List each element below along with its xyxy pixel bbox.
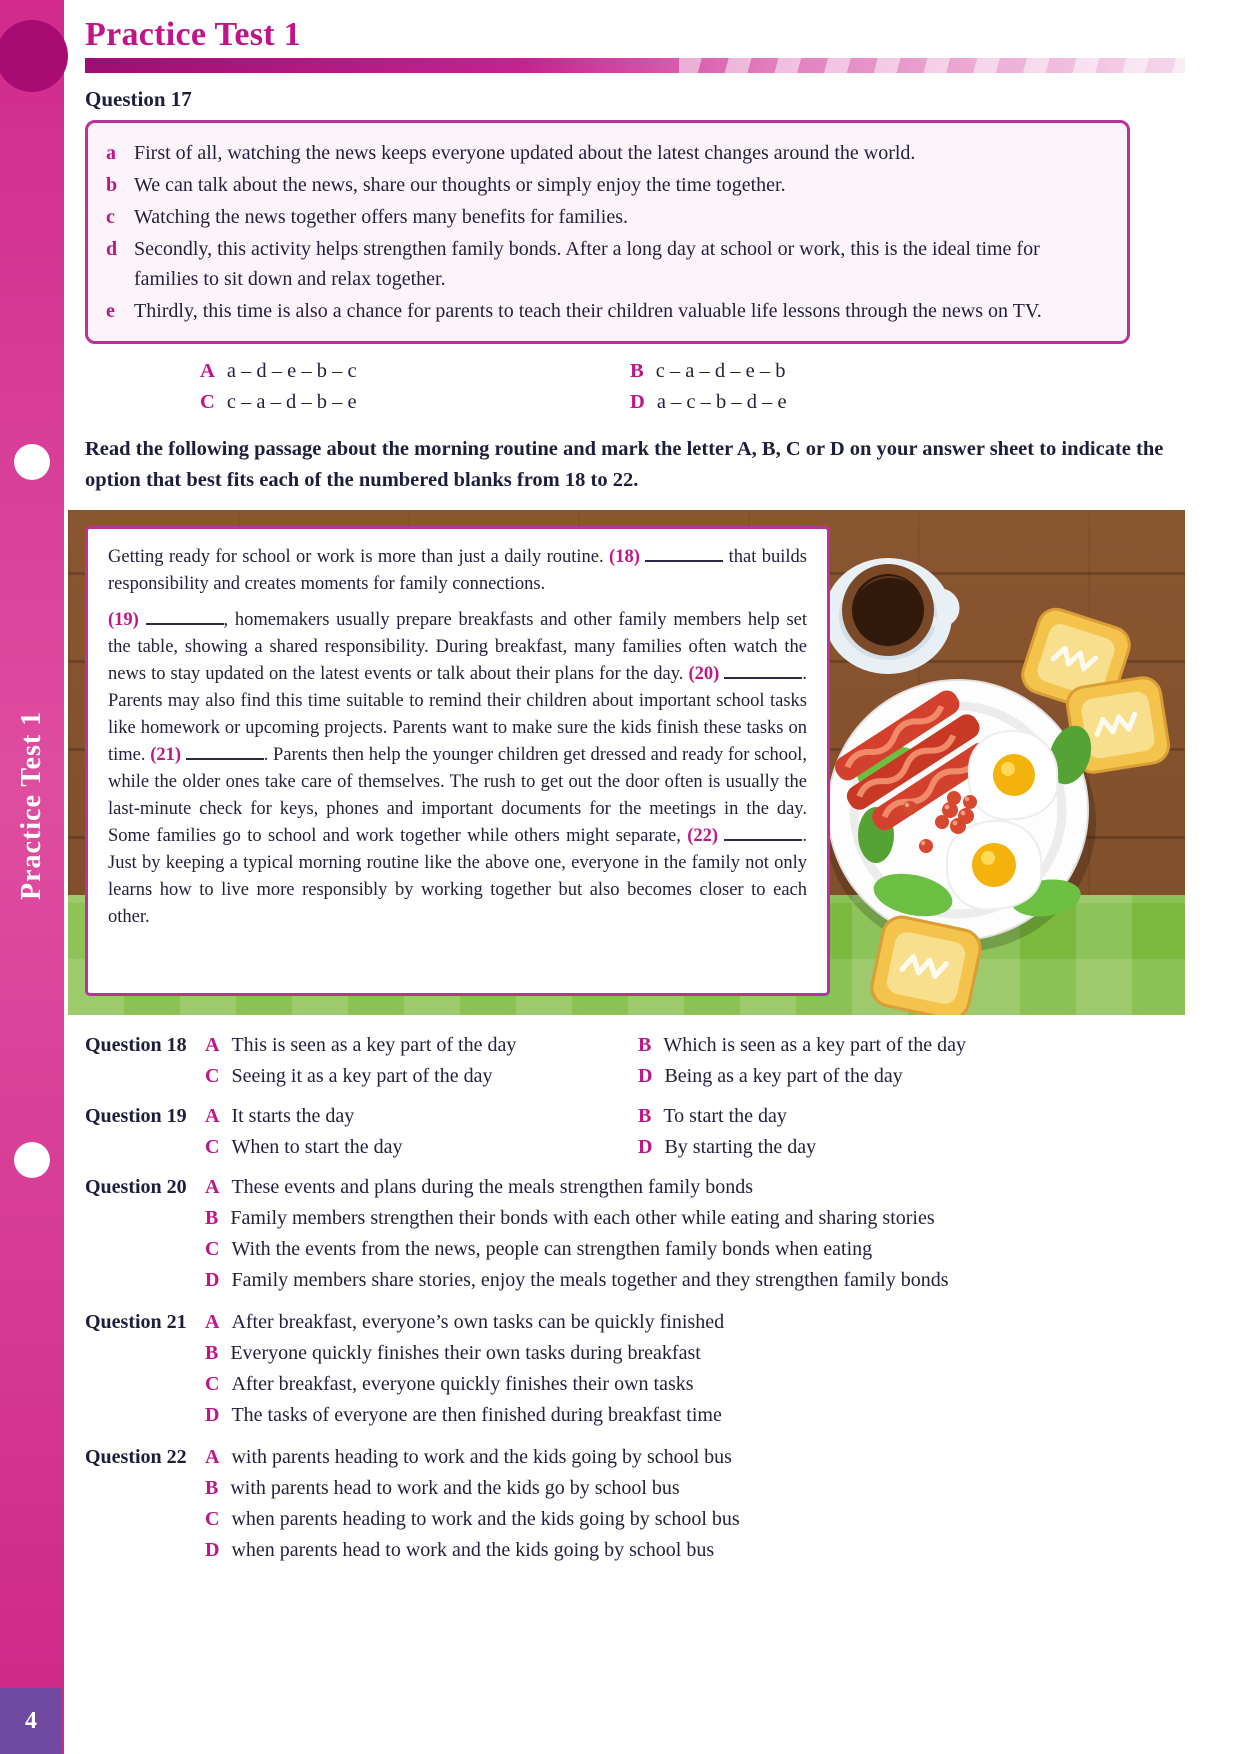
passage-text: . Parents then help the younger children get dressed and ready for school, while the older ones take care of themselves. The rush to get out the door often is usually the last-minute check for keys, phones and important documents for the meetings in the day. Some families go to school and work together while others might separate, <box>108 744 808 846</box>
blank-number: (22) <box>687 825 719 846</box>
answer-option <box>205 1401 1185 1430</box>
question-options <box>205 1443 1185 1567</box>
option-text: By starting the day <box>664 1135 817 1158</box>
option-letter: A <box>205 1033 220 1056</box>
option-letter: C <box>205 1064 220 1087</box>
answer-option <box>205 1266 1185 1295</box>
left-sidebar <box>0 0 64 1754</box>
option-text: Family members share stories, enjoy the meals together and they strengthen family bonds <box>231 1268 949 1291</box>
question-label: Question 19 <box>85 1104 187 1127</box>
option-text: After breakfast, everyone quickly finishes their own tasks <box>231 1372 694 1395</box>
option-letter: B <box>630 360 644 383</box>
sentence-item <box>106 296 1109 326</box>
option-text: It starts the day <box>231 1104 355 1127</box>
question-label: Question 21 <box>85 1310 187 1333</box>
sentence-text: Watching the news together offers many benefits for families. <box>134 206 628 229</box>
option-text: To start the day <box>663 1104 787 1127</box>
answer-option <box>205 1102 630 1131</box>
answer-option <box>205 1474 1185 1503</box>
option-text: a – c – b – d – e <box>656 391 787 414</box>
option-letter: A <box>205 1175 220 1198</box>
option-text: Everyone quickly finishes their own tasks during breakfast <box>230 1341 701 1364</box>
page-number: 4 <box>0 1688 62 1754</box>
answer-option <box>205 1536 1185 1565</box>
sentence-item <box>106 138 1109 168</box>
option-letter: A <box>205 1310 220 1333</box>
breakfast-plate-icon <box>824 680 1098 952</box>
option-letter: B <box>638 1104 652 1127</box>
option-text: c – a – d – b – e <box>226 391 357 414</box>
question-17-heading: Question 17 <box>85 87 192 112</box>
answer-option <box>630 360 1185 383</box>
passage-text: Getting ready for school or work is more than just a daily routine. <box>108 546 610 567</box>
blank-number: (19) <box>108 609 139 630</box>
answer-option <box>205 1505 1185 1534</box>
option-letter: A <box>200 360 215 383</box>
sentence-text: Secondly, this activity helps strengthen family bonds. After a long day at school or work, this is the ideal time for families to sit down and relax together. <box>134 238 1040 291</box>
question-label: Question 22 <box>85 1445 187 1468</box>
option-letter: A <box>205 1445 220 1468</box>
blank-number: (18) <box>609 546 640 567</box>
title-bar-stripes <box>679 58 1185 73</box>
answer-option <box>200 360 630 383</box>
option-text: With the events from the news, people can strengthen family bonds when eating <box>231 1237 873 1260</box>
sentence-letter: e <box>106 300 115 323</box>
answer-option <box>638 1031 1185 1060</box>
blank-number: (21) <box>150 744 182 765</box>
sentence-letter: d <box>106 238 118 261</box>
answer-option <box>205 1235 1185 1264</box>
page-content <box>85 16 1185 1578</box>
answer-option <box>638 1133 1185 1162</box>
option-text: Family members strengthen their bonds with each other while eating and sharing stories <box>230 1206 935 1229</box>
option-letter: D <box>205 1268 220 1291</box>
option-letter: C <box>205 1135 220 1158</box>
option-letter: D <box>638 1135 653 1158</box>
passage-instruction: Read the following passage about the morning routine and mark the letter A, B, C or D on your answer sheet to indicate the option that best fits each of the numbered blanks from 18 to 22. <box>85 438 1164 492</box>
decorative-circle-lower <box>14 1142 50 1178</box>
coffee-cup-icon <box>824 558 955 674</box>
question-block <box>85 1102 1185 1162</box>
breakfast-illustration <box>818 510 1183 1015</box>
passage-text: that builds responsibility and creates moments for family connections. <box>108 546 807 594</box>
option-text: Being as a key part of the day <box>664 1064 903 1087</box>
question-label: Question 20 <box>85 1175 187 1198</box>
question-options <box>205 1102 1185 1162</box>
option-letter: D <box>638 1064 653 1087</box>
passage-text: , homemakers usually prepare breakfasts and other family members help set the table, showing a shared responsibility. During breakfast, many families often watch the news to stay updated on the latest events or talk about their plans for the day. <box>108 609 807 684</box>
answer-option <box>638 1062 1185 1091</box>
option-letter: B <box>205 1476 219 1499</box>
sidebar-vertical-title: Practice Test 1 <box>16 710 47 900</box>
sentence-item <box>106 234 1109 294</box>
sentence-item <box>106 202 1109 232</box>
option-letter: D <box>205 1403 220 1426</box>
option-letter: D <box>630 391 645 414</box>
answer-option <box>205 1339 1185 1368</box>
breakfast-scene <box>68 510 1185 1015</box>
option-letter: D <box>205 1538 220 1561</box>
sentence-text: Thirdly, this time is also a chance for parents to teach their children valuable life lessons through the news on TV. <box>134 300 1042 323</box>
option-text: with parents heading to work and the kids going by school bus <box>231 1445 732 1468</box>
answer-option <box>205 1443 1185 1472</box>
sentence-letter: c <box>106 206 115 229</box>
option-letter: C <box>205 1507 220 1530</box>
answer-option <box>200 391 630 414</box>
answer-option <box>630 391 1185 414</box>
option-text: These events and plans during the meals strengthen family bonds <box>231 1175 753 1198</box>
option-text: when parents head to work and the kids going by school bus <box>231 1538 715 1561</box>
sentence-letter: a <box>106 142 116 165</box>
option-text: a – d – e – b – c <box>226 360 357 383</box>
question-options <box>205 1308 1185 1432</box>
sentence-item <box>106 170 1109 200</box>
option-text: c – a – d – e – b <box>655 360 786 383</box>
passage-text: . Parents may also find this time suitable to remind their children about important school tasks like homework or upcoming projects. Parents want to make sure the kids finish these tasks on time. <box>108 663 807 765</box>
question-17-sentence-box <box>85 120 1130 344</box>
option-letter: B <box>205 1206 219 1229</box>
blank-line <box>724 666 802 679</box>
passage-paragraph <box>108 607 807 931</box>
option-letter: B <box>638 1033 652 1056</box>
answer-option <box>638 1102 1185 1131</box>
page-title: Practice Test 1 <box>85 16 301 53</box>
answer-option <box>205 1308 1185 1337</box>
option-letter: A <box>205 1104 220 1127</box>
question-block <box>85 1031 1185 1091</box>
passage-paragraph <box>108 544 807 598</box>
answer-option <box>205 1031 630 1060</box>
question-label: Question 18 <box>85 1033 187 1056</box>
option-letter: C <box>205 1372 220 1395</box>
blank-line <box>724 828 802 841</box>
answer-option <box>205 1062 630 1091</box>
answer-option <box>205 1370 1185 1399</box>
option-text: Which is seen as a key part of the day <box>663 1033 967 1056</box>
sentence-text: First of all, watching the news keeps everyone updated about the latest changes around the world. <box>134 142 916 165</box>
option-text: This is seen as a key part of the day <box>231 1033 517 1056</box>
question-17-options <box>200 360 1185 414</box>
answer-option <box>205 1133 630 1162</box>
question-options <box>205 1173 1185 1297</box>
option-text: Seeing it as a key part of the day <box>231 1064 493 1087</box>
option-letter: C <box>200 391 215 414</box>
passage-text: . Just by keeping a typical morning routine like the above one, everyone in the family not only learns how to live more responsibly by working together but also becomes closer to each other. <box>108 825 808 927</box>
option-letter: C <box>205 1237 220 1260</box>
option-letter: B <box>205 1341 219 1364</box>
decorative-circle-top <box>0 20 68 92</box>
answer-option <box>205 1173 1185 1202</box>
blank-line <box>146 612 224 625</box>
option-text: After breakfast, everyone’s own tasks can be quickly finished <box>231 1310 725 1333</box>
blank-number: (20) <box>688 663 720 684</box>
blank-line <box>645 549 723 562</box>
blank-line <box>186 747 264 760</box>
option-text: When to start the day <box>231 1135 403 1158</box>
answer-option <box>205 1204 1185 1233</box>
passage-panel <box>85 526 830 996</box>
option-text: The tasks of everyone are then finished during breakfast time <box>231 1403 722 1426</box>
sentence-text: We can talk about the news, share our thoughts or simply enjoy the time together. <box>134 174 786 197</box>
option-text: when parents heading to work and the kids going by school bus <box>231 1507 740 1530</box>
questions-18-22 <box>85 1031 1185 1567</box>
question-options <box>205 1031 1185 1091</box>
decorative-circle-middle <box>14 444 50 480</box>
question-block <box>85 1443 1185 1567</box>
title-underline-bar <box>85 58 1185 73</box>
sentence-letter: b <box>106 174 118 197</box>
question-block <box>85 1308 1185 1432</box>
question-block <box>85 1173 1185 1297</box>
option-text: with parents head to work and the kids go by school bus <box>230 1476 680 1499</box>
